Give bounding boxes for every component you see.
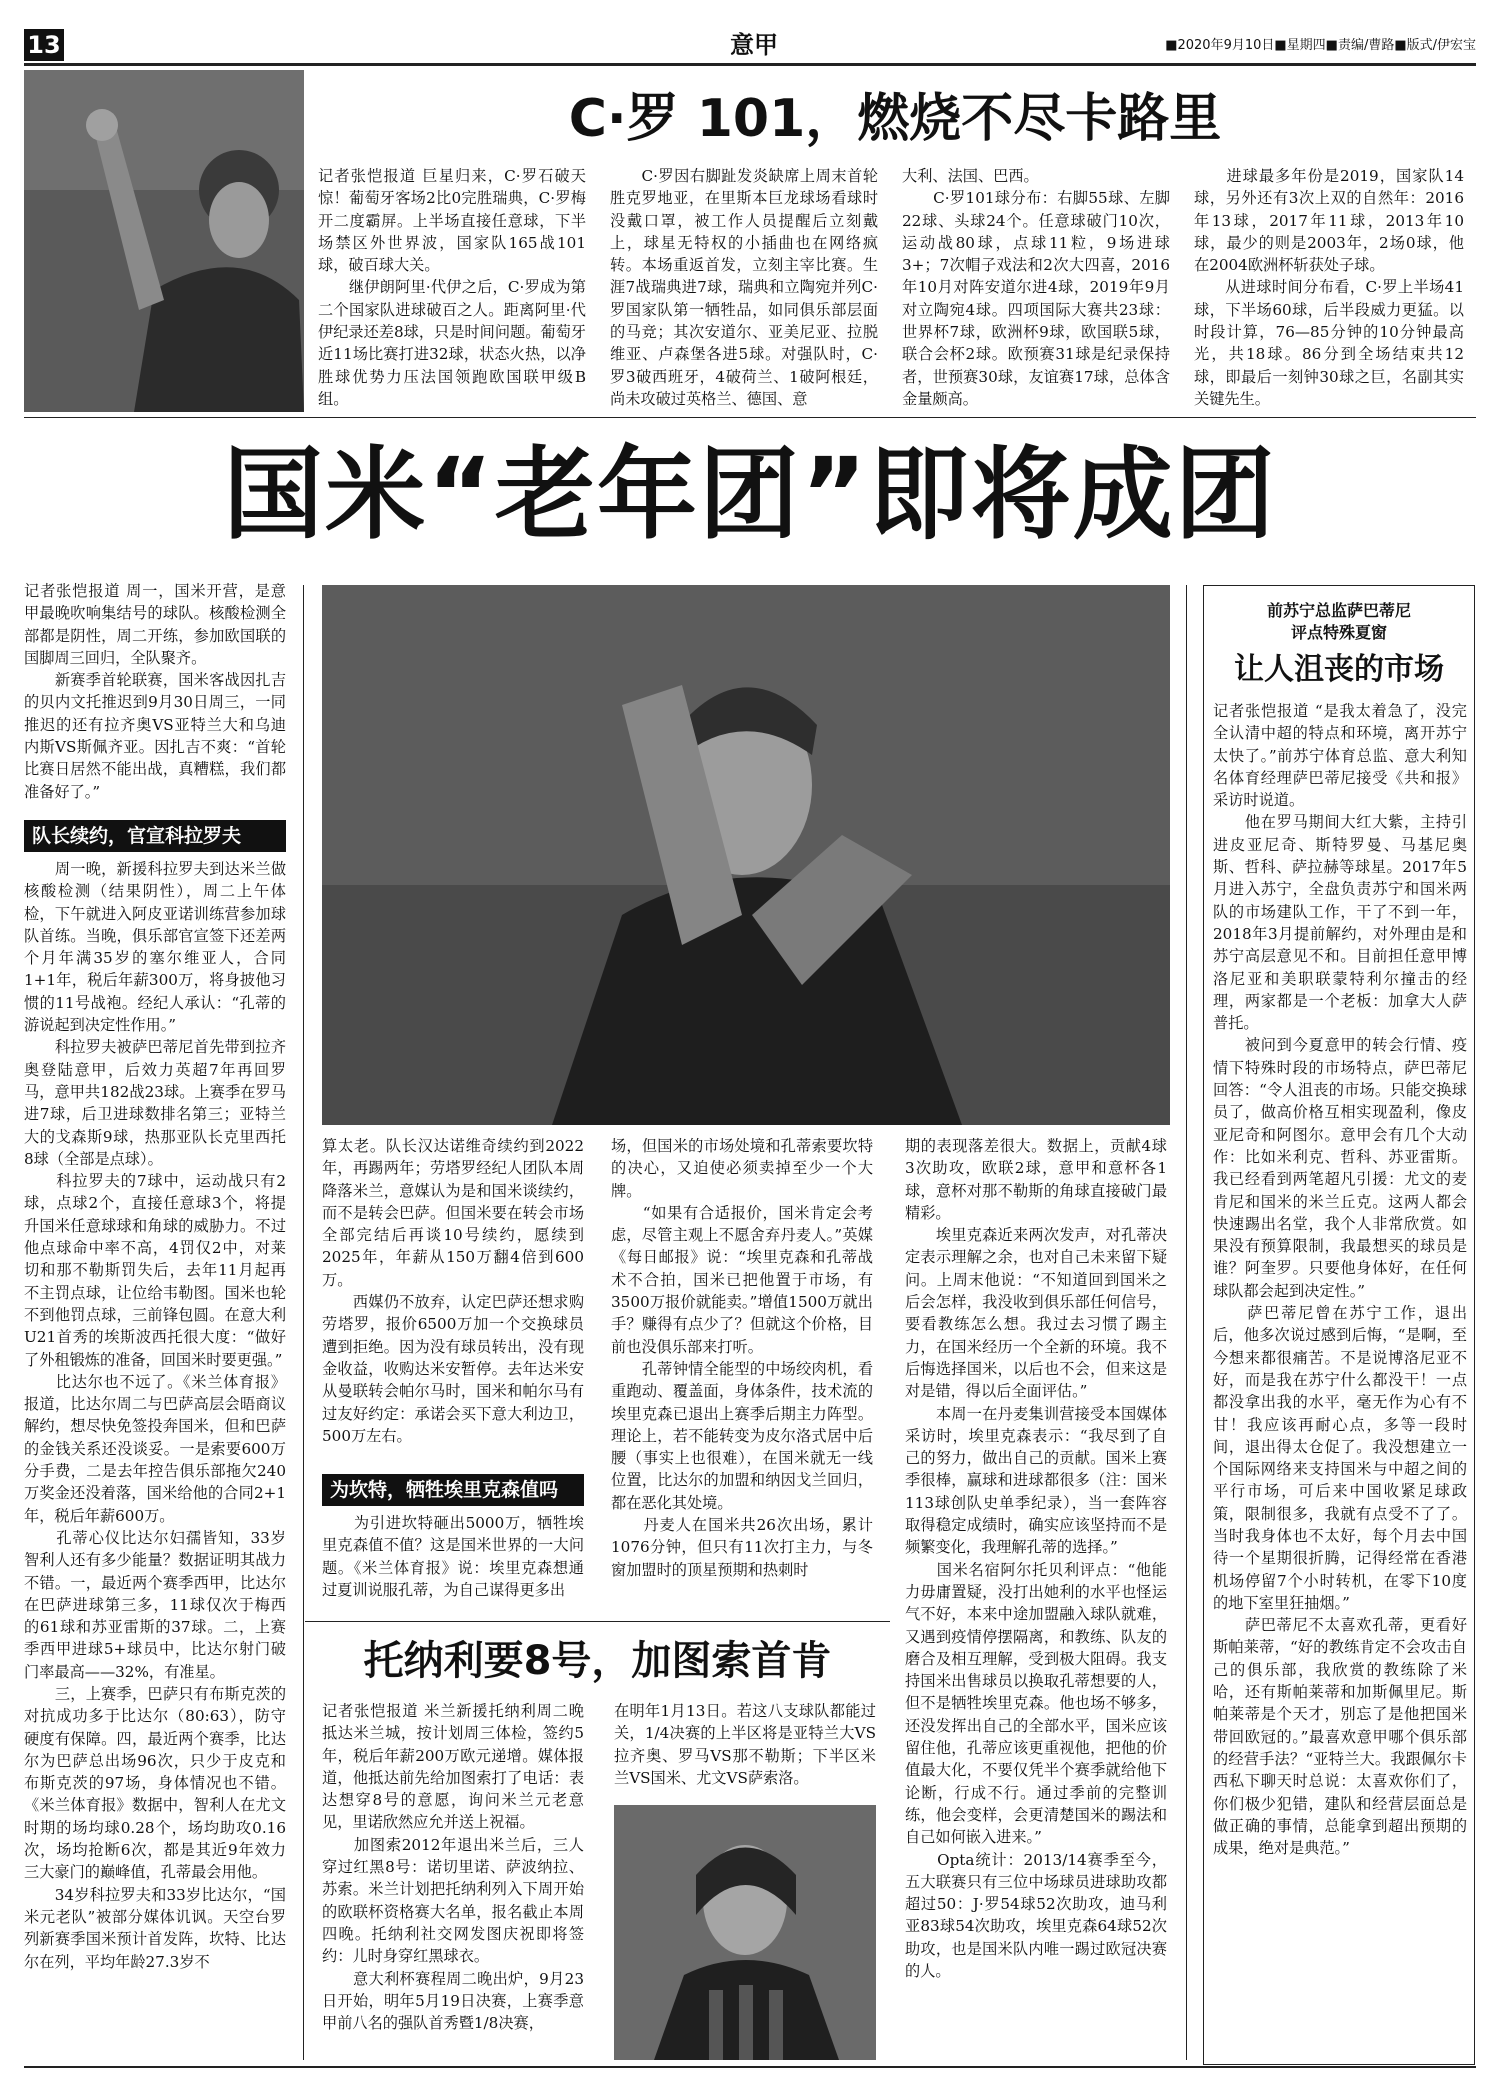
article1-col1: 记者张恺报道 巨星归来，C·罗石破天惊！葡萄牙客场2比0完胜瑞典，C·罗梅开二度霸屏。上半场直接任意球，下半场禁区外世界波，国家队165战101球，破百球大关。 继伊朗阿里·代伊之后，C·罗成为第二个国家队进球破百之人。距离阿里·代伊纪录还差8球，只是时间问题。葡萄牙近11场比赛打进32球，状态火热，以净胜球优势力压法国领跑欧国联甲级B组。 xyxy=(318,167,586,408)
main-headline: 国米“老年团”即将成团 xyxy=(223,436,1277,553)
column-rule-right xyxy=(1186,585,1187,2060)
article1-col4: 进球最多年份是2019，国家队14球，另外还有3次上双的自然年：2016年13球，2017年11球，2013年10球，最少的则是2003年，2场0球，他在2004欧洲杯斩获处子球。 从进球时间分布看，C·罗上半场41球，下半场60球，后半段威力更猛。以时段计算，76—85分钟的10分钟最高光，共18球。86分到全场结束共12球，即最后一刻钟30球之巨，名副其实关键先生。 xyxy=(1194,167,1464,408)
main-col2: 算太老。队长汉达诺维奇续约到2022年，再踢两年；劳塔罗经纪人团队本周降落米兰，意媒认为是和国米谈续约，而不是转会巴萨。但国米要在转会市场全部完结后再谈10号续约，愿续到2025年，年薪从150万翻4倍到600万。 西媒仍不放弃，认定巴萨还想求购劳塔罗，报价6500万加一个交换球员遭到拒绝。因为没有球员转出，没有现金收益，收购达米安暂停。去年达米安从曼联转会帕尔马时，国米和帕尔马有过友好约定：承诺会买下意大利边卫，500万左右。 xyxy=(322,1137,584,1445)
main-col3: 场，但国米的市场处境和孔蒂索要坎特的决心，又迫使必须卖掉至少一个大牌。 “如果有合适报价，国米肯定会考虑，尽管主观上不愿舍弃丹麦人。”英媒《每日邮报》说：“埃里克森和孔蒂战术不合拍，国米已把他置于市场，有3500万报价就能卖。”增值1500万就出手？赚得有点少了？但就这个价格，目前也没俱乐部来打听。 孔蒂钟情全能型的中场绞肉机，看重跑动、覆盖面，身体条件，技术流的埃里克森已退出上赛季后期主力阵型。理论上，若不能转变为皮尔洛式居中后腰（事实上也很难），在国米就无一线位置，比达尔的加盟和纳因戈兰回归，都在恶化其处境。 丹麦人在国米共26次出场，累计1076分钟，但只有11次打主力，与冬窗加盟时的顶星预期和热刺时 xyxy=(611,1137,873,1579)
issue-meta: ■2020年9月10日■星期四■责编/曹路■版式/伊宏宝 xyxy=(1165,38,1476,53)
main-col4: 期的表现落差很大。数据上，贡献4球3次助攻，欧联2球，意甲和意杯各1球，意杯对那不勒斯的角球直接破门最精彩。 埃里克森近来两次发声，对孔蒂决定表示理解之余，也对自己未来留下疑问。上周末他说：“不知道回到国米之后会怎样，我没收到俱乐部任何信号，要看教练怎么想。我过去习惯了踢主力，在国米经历一个全新的环境。我不后悔选择国米，以后也不会，但来这是对是错，得以后全面评估。” 本周一在丹麦集训营接受本国媒体采访时，埃里克森表示：“我尽到了自己的努力，做出自己的贡献。国米上赛季很棒，赢球和进球都很多（注：国米113球创队史单季纪录），当一套阵容取得稳定成绩时，确实应该坚持而不是频繁变化，我理解孔蒂的选择。” 国米名宿阿尔托贝利评点：“他能力毋庸置疑，没打出她利的水平也怪运气不好，本来中途加盟融入球队就难，又遇到疫情停摆隔离，和教练、队友的磨合及相互理解，受到极大阻碍。我支持国米出售球员以换取孔蒂想要的人，但不是牺牲埃里克森。他也场不够多，还没发挥出自己的全部水平，国米应该留住他，孔蒂应该更重视他，把他的价值最大化，不要仅凭半个赛季就给他下论断，行成不行。通过季前的完整训练，他会变样，会更清楚国米的踢法和自己如何嵌入进来。” Opta统计：2013/14赛季至今，五大联赛只有三位中场球员进球助攻都超过50：J·罗54球52次助攻，迪马利亚83球54次助攻，埃里克森64球52次助攻，也是国米队内唯一踢过欧冠决赛的人。 xyxy=(905,1137,1167,1980)
page-header xyxy=(24,29,1476,63)
article1-title: C·罗 101，燃烧不尽卡路里 xyxy=(568,89,1222,149)
article3-col1: 记者张恺报道 米兰新援托纳利周二晚抵达米兰城，按计划周三体检，签约5年，税后年薪200万欧元递增。媒体报道，他抵达前先给加图索打了电话：表达想穿8号的意愿，询问米兰元老意见，里诺欣然应允并送上祝福。 加图索2012年退出米兰后，三人穿过红黑8号：诺切里诺、萨波纳拉、苏索。米兰计划把托纳利列入下周开始的欧联杯资格赛大名单，报名截止本周四晚。托纳利社交网发图庆祝即将签约：儿时身穿红黑球衣。 意大利杯赛程周二晚出炉，9月23日开始，明年5月19日决赛，上赛季意甲前八名的强队首秀暨1/8决赛， xyxy=(322,1702,584,2033)
side-article-body: 记者张恺报道 “是我太着急了，没完全认清中超的特点和环境，离开苏宁太快了。”前苏宁体育总监、意大利知名体育经理萨巴蒂尼接受《共和报》采访时说道。 他在罗马期间大红大紫，主持引进皮亚尼奇、斯特罗曼、马基尼奥斯、哲科、萨拉赫等球星。2017年5月进入苏宁，全盘负责苏宁和国米两队的市场建队工作，干了不到一年，2018年3月提前解约，对外理由是和苏宁高层意见不和。目前担任意甲博洛尼亚和美职联蒙特利尔撞击的经理，两家都是一个老板：加拿大人萨普托。 被问到今夏意甲的转会行情、疫情下特殊时段的市场特点，萨巴蒂尼回答：“令人沮丧的市场。只能交换球员了，做高价格互相实现盈利，像皮亚尼奇和阿图尔。意甲会有几个大动作：比如米利克、哲科、苏亚雷斯。我已经看到两笔超凡引援：尤文的麦肯尼和国米的米兰丘克。这两人都会快速踢出名堂，我个人非常欣赏。如果没有预算限制，我最想买的球员是谁？阿奎罗。只要他身体好，在任何球队都会起到决定性。” 萨巴蒂尼曾在苏宁工作，退出后，他多次说过感到后悔，“是啊，至今想来都很痛苦。不是说博洛尼亚不好，而是我在苏宁什么都没干！一点都没拿出我的水平，毫无作为心有不甘！我应该再耐心点，多等一段时间，退出得太仓促了。我没想建立一个国际网络来支持国米与中超之间的平行市场，可后来中国收紧足球政策，限制很多，我就有点受不了了。当时我身体也不太好，每个月去中国待一个星期很折腾，记得经常在香港机场停留7个小时转机，在零下10度的地下室里狂抽烟。” 萨巴蒂尼不太喜欢孔蒂，更看好斯帕莱蒂，“好的教练肯定不会攻击自己的俱乐部，我欣赏的教练除了米哈，还有斯帕莱蒂和加斯佩里尼。斯帕莱蒂是个天才，别忘了是他把国米带回欧冠的。”最喜欢意甲哪个俱乐部的经营手法？“亚特兰大。我跟佩尔卡西私下聊天时总说：太喜欢你们了，你们极少犯错，建队和经营层面总是做正确的事情，总能拿到超出预期的成果，绝对是典范。” xyxy=(1213,702,1467,1858)
main-col1-rest: 周一晚，新援科拉罗夫到达米兰做核酸检测（结果阴性），周二上午体检，下午就进入阿皮亚诺训练营参加球队首练。当晚，俱乐部官宣签下还差两个月年满35岁的塞尔维亚人，合同1+1年，税后年薪300万，将身披他习惯的11号战袍。经纪人承认：“孔蒂的游说起到决定性作用。” 科拉罗夫被萨巴蒂尼首先带到拉齐奥登陆意甲，后效力英超7年再回罗马，意甲共182战23球。上赛季在罗马进7球，后卫进球数排名第三；亚特兰大的戈森斯9球，热那亚队长克里西托8球（全部是点球）。 科拉罗夫的7球中，运动战只有2球，点球2个，直接任意球3个，将提升国米任意球球和角球的威胁力。不过他点球命中率不高，4罚仅2中，对莱切和那不勒斯罚失后，去年11月起再不主罚点球，让位给韦勒图。国米也轮不到他罚点球，三前锋包圆。在意大利U21首秀的埃斯波西托很大度：“做好了外租锻炼的准备，回国米时要更强。” 比达尔也不远了。《米兰体育报》报道，比达尔周二与巴萨高层会晤商议解约，想尽快免签投奔国米，但和巴萨的金钱关系还没谈妥。一是索要600万分手费，二是去年控告俱乐部拖欠240万奖金还没着落，国米给他的合同2+1年，税后年薪600万。 孔蒂心仪比达尔妇孺皆知，33岁智利人还有多少能量？数据证明其战力不错。一，最近两个赛季西甲，比达尔在巴萨进球第三多，11球仅次于梅西的61球和苏亚雷斯的37球。二，上赛季西甲进球5+球员中，比达尔射门破门率最高——32%，有准星。 三，上赛季，巴萨只有布斯克茨的对抗成功多于比达尔（80:63），防守硬度有保障。四，最近两个赛季，比达尔为巴萨总出场96次，只少于皮克和布斯克茨的97场，身体情况也不错。《米兰体育报》数据中，智利人在尤文时期的场均球0.28个，场均助攻0.16次，场均抢断6次，都是其近9年效力三大豪门的巅峰值，孔蒂最会用他。 34岁科拉罗夫和33岁比达尔，“国米元老队”被部分媒体讥讽。天空台罗列新赛季国米预计首发阵，坎特、比达尔在列，平均年龄27.3岁不 xyxy=(24,860,286,1971)
article1-col3: 大利、法国、巴西。 C·罗101球分布：右脚55球、左脚22球、头球24个。任意球破门10次，运动战80球，点球11粒，9场进球3+；7次帽子戏法和2次大四喜，2016年10月对阵安道尔进4球，2019年9月对立陶宛4球。四项国际大赛共23球：世界杯7球，欧洲杯9球，欧国联5球，联合会杯2球。欧预赛31球是纪录保持者，世预赛30球，友谊赛17球，总体含金量颇高。 xyxy=(902,167,1170,408)
tonali-photo xyxy=(614,1805,876,2060)
article3-top-rule xyxy=(305,1621,890,1622)
article1-col2: C·罗因右脚趾发炎缺席上周末首轮胜克罗地亚，在里斯本巨龙球场看球时没戴口罩，被工作人员提醒后立刻戴上，球星无特权的小插曲也在网络疯转。本场重返首发，立刻主宰比赛。生涯7战瑞典进7球，瑞典和立陶宛并列C·罗国家队第一牺牲品，如同俱乐部层面的马竞；其次安道尔、亚美尼亚、拉脱维亚、卢森堡各进5球。对强队时，C·罗3破西班牙，4破荷兰、1破阿根廷，尚未攻破过英格兰、德国、意 xyxy=(610,167,878,408)
kolarov-photo xyxy=(322,585,1170,1125)
main-col1-intro: 记者张恺报道 周一，国米开营，是意甲最晚吹响集结号的球队。核酸检测全部都是阴性，周二开练，参加欧国联的国脚周三回归，全队聚齐。 新赛季首轮联赛，国米客战因扎吉的贝内文托推迟到9月30日周三，一同推迟的还有拉齐奥VS亚特兰大和乌迪内斯VS斯佩齐亚。因扎吉不爽：“首轮比赛日居然不能出战，真糟糕，我们都准备好了。” xyxy=(24,582,286,801)
subhead-captain-renewal: 队长续约，官宣科拉罗夫 xyxy=(24,820,286,852)
side-article-kicker: 前苏宁总监萨巴蒂尼 评点特殊夏窗 xyxy=(1266,601,1411,642)
page-number: 13 xyxy=(24,29,64,61)
main-col2-rest: 为引进坎特砸出5000万，牺牲埃里克森值不值？这是国米世界的一大问题。《米兰体育报》说：埃里克森想通过夏训说服孔蒂，为自己谋得更多出 xyxy=(322,1514,584,1599)
column-rule-left xyxy=(303,585,304,2060)
ronaldo-photo xyxy=(24,70,304,412)
footer-rule xyxy=(24,2066,1476,2068)
subhead-kante-eriksen: 为坎特，牺牲埃里克森值吗 xyxy=(322,1474,584,1506)
tonali-image xyxy=(614,1805,876,2060)
side-article-title: 让人沮丧的市场 xyxy=(1234,652,1444,687)
article3-col2: 在明年1月13日。若这八支球队都能过关，1/4决赛的上半区将是亚特兰大VS拉齐奥、罗马VS那不勒斯；下半区米兰VS国米、尤文VS萨索洛。 xyxy=(614,1702,876,1787)
kolarov-image xyxy=(322,585,1170,1125)
article3-title: 托纳利要8号，加图索首肯 xyxy=(363,1638,832,1684)
header-rule xyxy=(24,63,1476,66)
section-name: 意甲 xyxy=(730,31,778,59)
article1-bottom-rule xyxy=(24,417,1476,418)
ronaldo-image xyxy=(24,70,304,412)
